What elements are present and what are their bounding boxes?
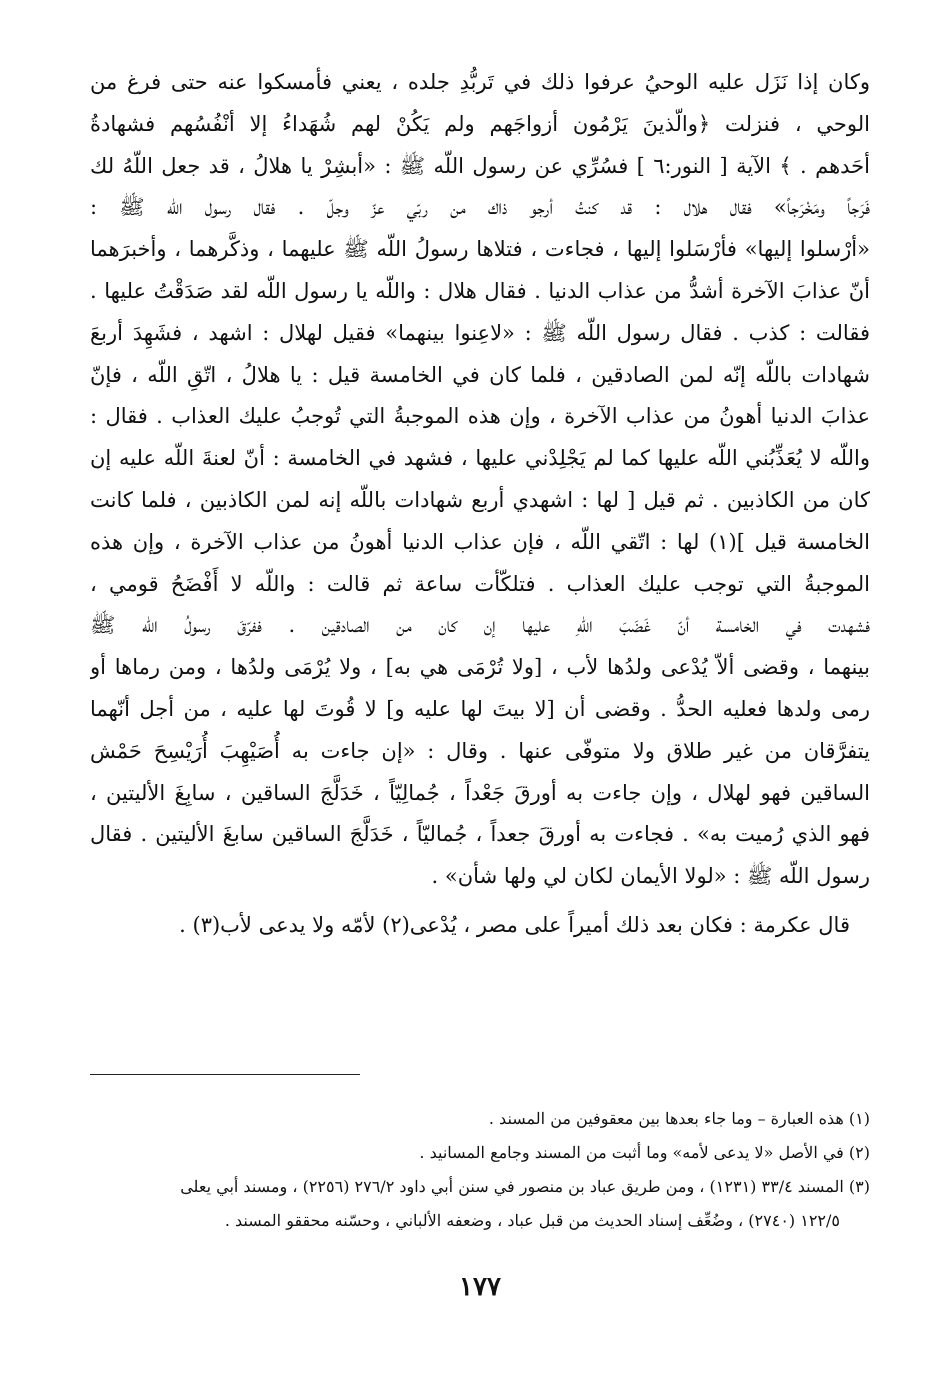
text-line: واللّه لا يُعَذِّبُني اللّه عليها كما لم يَجْلِدْني عليها ، فشهد في الخامسة : أنّ لعنةَ اللّه عليه إن [90, 446, 870, 471]
footnote-3-continued: ١٢٢/٥ (٢٧٤٠) ، وضُعِّف إسناد الحديث من قبل عباد ، وضعفه الألباني ، وحسّنه محققو المسند . [224, 1211, 840, 1230]
text-line: وكان إذا نَزَل عليه الوحيُ عرفوا ذلك في تَربُّدِ جلده ، يعني فأمسكوا عنه حتى فرغ من [90, 70, 870, 94]
text-line: أحَدهم . ﴾ الآية [ النور:٦ ] فسُرِّي عن رسول اللّه ﷺ : «أبشِرْ يا هلالُ ، قد جعل اللّهُ لك [90, 153, 870, 178]
footnote-1: (١) هذه العبارة – وما جاء بعدها بين معقوفين من المسند . [488, 1109, 870, 1128]
book-page [90, 62, 870, 1312]
text-line: الوحي ، فنزلت ﴿والّذينَ يَرْمُون أزواجَهم ولم يَكُنْ لهم شُهَداءُ إلا أنْفُسُهم فشهادةُ [90, 111, 870, 136]
text-line: عذابَ الدنيا أهونُ من عذاب الآخرة ، وإن هذه الموجبةُ التي تُوجبُ عليك العذاب . فقال : [90, 404, 870, 429]
text-line: رسول اللّه ﷺ : «لولا الأيمان لكان لي ولها شأن» . [431, 864, 870, 889]
main-text [90, 62, 870, 898]
footnote-3: (٣) المسند ٣٣/٤ (١٢٣١) ، ومن طريق عباد بن منصور في سنن أبي داود ٢٧٦/٢ (٢٢٥٦) ، ومسند أبي يعلى [180, 1177, 870, 1196]
text-line: الموجبةُ التي توجب عليك العذاب . فتلكّأت ساعة ثم قالت : واللّه لا أَفْضَحُ قومي ، [90, 571, 870, 596]
text-line: «أرْسلوا إليها» فأرْسَلوا إليها ، فجاءت ، فتلاها رسولُ اللّه ﷺ عليهما ، وذكَّرهما ، وأخبرَهما [90, 237, 870, 262]
text-line: يتفرَّقان من غير طلاق ولا متوفّى عنها . وقال : «إن جاءت به أُصَيْهِبَ أُرَيْسِحَ حَمْش [90, 738, 870, 763]
text-line: كان من الكاذبين . ثم قيل [ لها : اشهدي أربع شهادات باللّه إنه لمن الكاذبين ، فلما كانت [90, 487, 870, 512]
text-line: فقالت : كذب . فقال رسول اللّه ﷺ : «لاعِنوا بينهما» فقيل لهلال : اشهد ، فشَهِدَ أربعَ [90, 320, 870, 345]
text-line: بينهما ، وقضى ألاّ يُدْعى ولدُها لأب ، [ولا تُرْمَى هي به] ، ولا يُرْمَى ولدُها ، ومن رماها أو [90, 655, 870, 680]
text-line: الخامسة قيل ](١) لها : اتّقي اللّه ، فإن عذاب الدنيا أهونُ من عذاب الآخرة ، وإن هذه [90, 529, 870, 554]
text-line: فشهدت في الخامسة أنّ غَضَبَ اللّهِ عليها إن كان من الصادقين . ففرّقَ رسولُ اللّه ﷺ [90, 613, 870, 638]
text-line: أنّ عذابَ الآخرة أشدُّ من عذاب الدنيا . فقال هلال : واللّه يا رسول اللّه لقد صَدَقْتُ عليها . [90, 278, 870, 303]
text-line: رمى ولدها فعليه الحدُّ . وقضى أن [لا بيتَ لها عليه و] لا قُوتَ لها عليه ، من أجل أنّهما [90, 696, 870, 721]
closing-paragraph: قال عكرمة : فكان بعد ذلك أميراً على مصر ، يُدْعى(٢) لأمّه ولا يدعى لأب(٣) . [179, 912, 850, 937]
page-number: ١٧٧ [459, 1272, 501, 1302]
text-line: الساقين فهو لهلال ، وإن جاءت به أورقَ جَعْداً ، جُمالِيّاً ، خَدَلَّجَ الساقين ، سابِغَ الأليتين ، [90, 780, 870, 805]
footnote-separator [90, 1074, 360, 1075]
text-line: فهو الذي رُميت به» . فجاءت به أورقَ جعداً ، جُماليّاً ، خَدَلَّجَ الساقين سابغَ الأليتين . فقال [90, 822, 870, 847]
text-line: فَرَجاً ومَخْرَجاً» فقال هلال : قد كنتُ أرجو ذاك من ربّي عزّ وجلّ . فقال رسول اللّه ﷺ : [90, 195, 870, 220]
text-line: شهادات باللّه إنّه لمن الصادقين ، فلما كان في الخامسة قيل : يا هلالُ ، اتّقِ اللّه ، فإنّ [90, 362, 870, 387]
footnote-2: (٢) في الأصل «لا يدعى لأمه» وما أثبت من المسند وجامع المسانيد . [419, 1143, 870, 1162]
footnotes [90, 1102, 870, 1238]
